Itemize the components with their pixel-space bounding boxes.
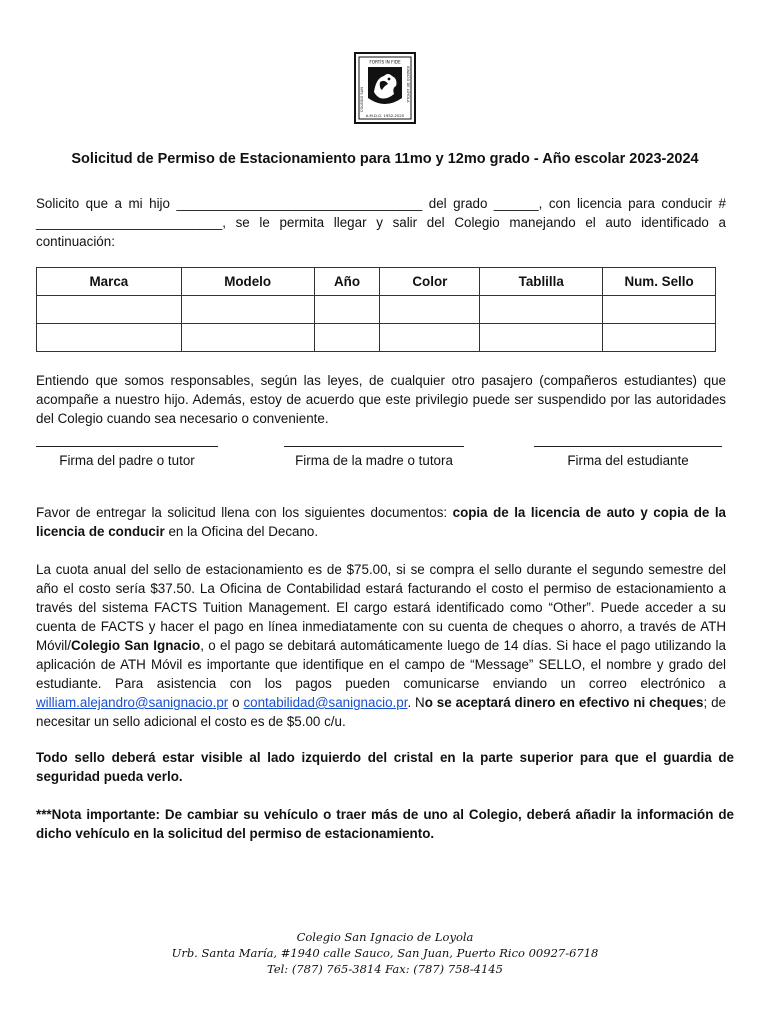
table-cell[interactable] [603,324,716,352]
vehicle-table [36,267,716,352]
header-tablilla: Tablilla [480,268,603,296]
vehicle-table-header [37,268,716,296]
responsibility-paragraph: Entiendo que somos responsables, según las leyes, de cualquier otro pasajero (compañeros estudiantes) que acompañe a nuestro hijo. Además, estoy de acuerdo que este privilegio puede ser suspendido por las autoridades del Colegio cuando sea necesario o conveniente. [36,373,726,426]
table-cell[interactable] [380,296,480,324]
mother-signature-label: Firma de la madre o tutora [295,453,453,468]
table-cell[interactable] [380,324,480,352]
father-signature [36,446,218,468]
documents-paragraph: Favor de entregar la solicitud llena con los siguientes documentos: copia de la licencia de auto y copia de la licencia de conducir en la Oficina del Decano. [36,505,726,539]
visible-sticker-note: Todo sello deberá estar visible al lado izquierdo del cristal en la parte superior para que el guardia de seguridad pueda verlo. [36,750,734,784]
license-number-blank[interactable]: _________________________ [36,215,223,230]
grade-blank[interactable]: ______ [493,196,539,211]
header-ano: Año [314,268,380,296]
student-signature [534,446,722,468]
crest-left-text: COLEGIO SAN [360,87,364,112]
father-signature-line[interactable] [36,446,218,447]
crest-bottom-text: A.M.D.G. 1952-2025 [365,113,405,118]
footer-school-name: Colegio San Ignacio de Loyola [296,930,474,944]
table-row [37,296,716,324]
header-marca: Marca [37,268,182,296]
crest-top-text: FORTIS IN FIDE [369,59,401,65]
fee-paragraph: La cuota anual del sello de estacionamiento es de $75.00, si se compra el sello durante el segundo semestre del año el costo sería $37.50. La Oficina de Contabilidad estará facturando el costo el permiso de estacionamiento a través del sistema FACTS Tuition Management. El cargo estará identificado como “Other”. Puede acceder a su cuenta de FACTS y hacer el pago en línea inmediatamente con su cuenta de cheques o ahorro, a través de ATH Móvil/Colegio San Ignacio, o el pago se debitará automáticamente luego de 14 días. Si hace el pago utilizando la aplicación de ATH Móvil es importante que identifique en el campo de “Message” SELLO, el nombre y grado del estudiante. Para asistencia con los pagos pueden comunicarse enviando un correo electrónico a william.alejandro@sanignacio.pr o contabilidad@sanignacio.pr. No se aceptará dinero en efectivo ni cheques; de necesitar un sello adicional el costo es de $5.00 c/u. [36,562,726,729]
form-title: Solicitud de Permiso de Estacionamiento para 11mo y 12mo grado - Año escolar 2023-2024 [71,151,699,167]
table-cell[interactable] [480,296,603,324]
son-name-blank[interactable]: _________________________________ [176,196,423,211]
student-signature-line[interactable] [534,446,722,447]
header-modelo: Modelo [181,268,314,296]
no-cash-notice: o se aceptará dinero en efectivo ni cheques [424,695,704,710]
mother-signature [284,446,464,468]
table-cell[interactable] [37,324,182,352]
table-cell[interactable] [480,324,603,352]
footer-phone-fax: Tel: (787) 765-3814 Fax: (787) 758-4145 [267,962,503,976]
intro-paragraph: Solicito que a mi hijo _________________________________ del grado ______, con licencia para conducir # _________________________, se le permita llegar y salir del Colegio manejando el auto identificado a continuación: [36,196,727,249]
email-link-contabilidad[interactable]: contabilidad@sanignacio.pr [243,695,408,710]
header-num-sello: Num. Sello [603,268,716,296]
school-crest-logo [354,52,416,124]
father-signature-label: Firma del padre o tutor [59,453,195,468]
important-note: ***Nota importante: De cambiar su vehículo o traer más de uno al Colegio, deberá añadir la información de dicho vehículo en la solicitud del permiso de estacionamiento. [36,807,734,841]
table-cell[interactable] [603,296,716,324]
table-cell[interactable] [314,324,380,352]
required-documents: copia de la licencia de auto y copia de la licencia de conducir [36,505,726,539]
table-cell[interactable] [181,324,314,352]
table-row [37,324,716,352]
email-link-william[interactable]: william.alejandro@sanignacio.pr [36,695,229,710]
header-color: Color [380,268,480,296]
table-cell[interactable] [181,296,314,324]
mother-signature-line[interactable] [284,446,464,447]
footer-address: Urb. Santa María, #1940 calle Sauco, San Juan, Puerto Rico 00927-6718 [171,946,599,960]
student-signature-label: Firma del estudiante [567,453,689,468]
table-cell[interactable] [37,296,182,324]
table-cell[interactable] [314,296,380,324]
crest-right-text: IGNACIO DE LOYOLA [406,66,410,103]
footer [0,929,770,977]
